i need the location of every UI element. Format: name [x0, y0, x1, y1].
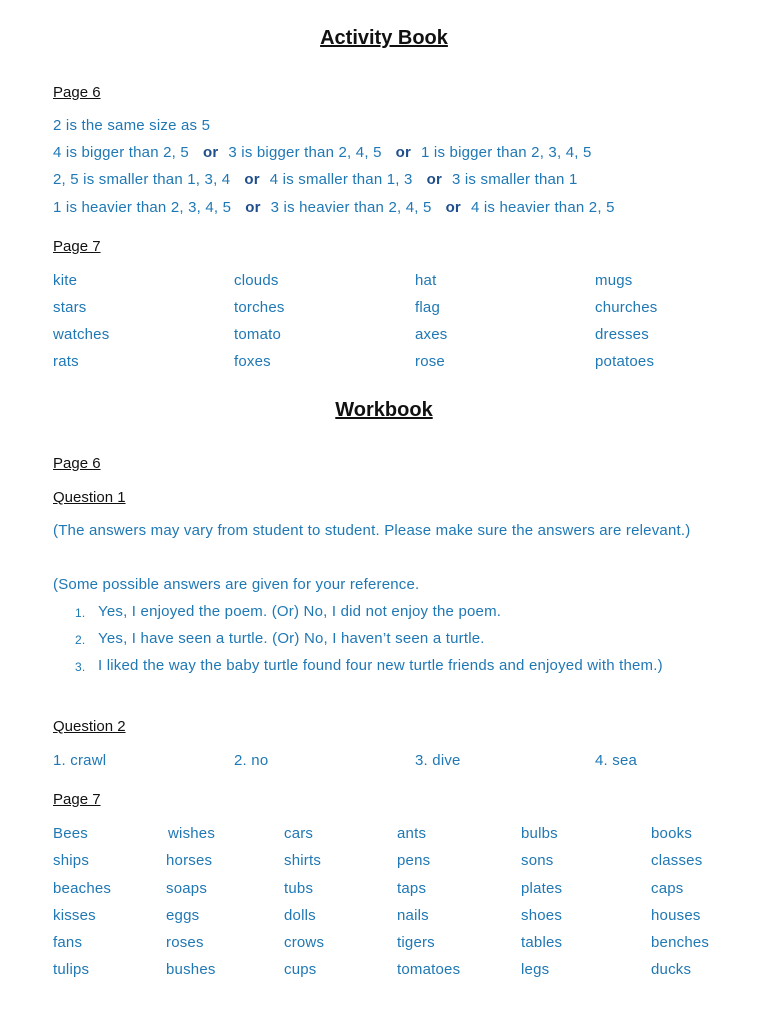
word-cell: bulbs [521, 825, 558, 842]
word-cell: roses [166, 934, 204, 951]
or-word: or [426, 171, 442, 188]
question1-label: Question 1 [53, 489, 126, 506]
word-cell: ships [53, 852, 90, 869]
ab-page7-label: Page 7 [53, 238, 101, 255]
or-word: or [445, 199, 461, 216]
word-cell: churches [595, 299, 658, 316]
activity-book-title: Activity Book [320, 27, 448, 49]
word-cell: wishes [168, 825, 216, 842]
word-cell: pens [397, 852, 431, 869]
answer-cell: 3. dive [415, 752, 461, 769]
or-word: or [245, 199, 261, 216]
ab-page6-line4 [53, 199, 615, 216]
line3-answer-b: 4 is smaller than 1, 3 [269, 171, 413, 188]
list-number: 2. [75, 633, 86, 647]
word-cell: houses [651, 907, 701, 924]
question2-label: Question 2 [53, 718, 126, 735]
word-cell: beaches [53, 880, 112, 897]
word-cell: rats [53, 353, 79, 370]
word-cell: flag [415, 299, 440, 316]
word-cell: potatoes [595, 353, 655, 370]
or-word: or [244, 171, 260, 188]
word-cell: tables [521, 934, 563, 951]
word-cell: rose [415, 353, 445, 370]
list-number: 3. [75, 660, 86, 674]
word-cell: nails [397, 907, 429, 924]
word-cell: kite [53, 272, 78, 289]
question1-reference-note: (Some possible answers are given for your reference. [53, 576, 420, 593]
or-word: or [395, 144, 412, 161]
word-cell: soaps [166, 880, 208, 897]
ab-page6-line1: 2 is the same size as 5 [53, 117, 211, 134]
list-item: Yes, I have seen a turtle. (Or) No, I haven’t seen a turtle. [98, 630, 485, 647]
list-item: Yes, I enjoyed the poem. (Or) No, I did not enjoy the poem. [98, 603, 502, 620]
ab-page6-line2 [53, 144, 592, 161]
word-cell: ducks [651, 961, 692, 978]
word-cell: taps [397, 880, 427, 897]
word-cell: bushes [166, 961, 216, 978]
word-cell: kisses [53, 907, 96, 924]
workbook-title: Workbook [335, 399, 433, 421]
line2-answer-c: 1 is bigger than 2, 3, 4, 5 [421, 144, 592, 161]
word-cell: tubs [284, 880, 314, 897]
word-cell: stars [53, 299, 87, 316]
word-cell: foxes [234, 353, 271, 370]
word-cell: hat [415, 272, 437, 289]
word-cell: tomato [234, 326, 282, 343]
word-cell: watches [53, 326, 110, 343]
word-cell: axes [415, 326, 448, 343]
line4-answer-a: 1 is heavier than 2, 3, 4, 5 [53, 199, 232, 216]
word-cell: cars [284, 825, 314, 842]
word-cell: cups [284, 961, 317, 978]
word-cell: torches [234, 299, 285, 316]
ab-page6-line3 [53, 171, 578, 188]
wb-page7-label: Page 7 [53, 791, 101, 808]
word-cell: fans [53, 934, 83, 951]
word-cell: tigers [397, 934, 435, 951]
word-cell: clouds [234, 272, 279, 289]
word-cell: tulips [53, 961, 90, 978]
word-cell: benches [651, 934, 710, 951]
word-cell: books [651, 825, 693, 842]
list-item: I liked the way the baby turtle found four new turtle friends and enjoyed with them.) [98, 657, 663, 674]
line2-answer-b: 3 is bigger than 2, 4, 5 [228, 144, 382, 161]
line4-answer-c: 4 is heavier than 2, 5 [470, 199, 615, 216]
word-cell: caps [651, 880, 684, 897]
word-cell: eggs [166, 907, 200, 924]
word-cell: legs [521, 961, 550, 978]
answer-cell: 1. crawl [53, 752, 107, 769]
list-number: 1. [75, 606, 86, 620]
ab-page6-label: Page 6 [53, 84, 101, 101]
line3-answer-c: 3 is smaller than 1 [451, 171, 578, 188]
line4-answer-b: 3 is heavier than 2, 4, 5 [270, 199, 432, 216]
line3-answer-a: 2, 5 is smaller than 1, 3, 4 [53, 171, 231, 188]
word-cell: classes [651, 852, 703, 869]
question1-note: (The answers may vary from student to student. Please make sure the answers are relevant.) [53, 522, 691, 539]
word-cell: crows [284, 934, 325, 951]
word-cell: tomatoes [397, 961, 461, 978]
word-cell: shirts [284, 852, 322, 869]
word-cell: horses [166, 852, 213, 869]
word-cell: Bees [53, 825, 88, 842]
answer-cell: 2. no [234, 752, 269, 769]
answer-cell: 4. sea [595, 752, 638, 769]
word-cell: sons [521, 852, 554, 869]
word-cell: shoes [521, 907, 563, 924]
wb-page6-label: Page 6 [53, 455, 101, 472]
word-cell: ants [397, 825, 427, 842]
word-cell: plates [521, 880, 563, 897]
line2-answer-a: 4 is bigger than 2, 5 [53, 144, 189, 161]
word-cell: dresses [595, 326, 649, 343]
word-cell: dolls [284, 907, 316, 924]
word-cell: mugs [595, 272, 633, 289]
or-word: or [202, 144, 219, 161]
